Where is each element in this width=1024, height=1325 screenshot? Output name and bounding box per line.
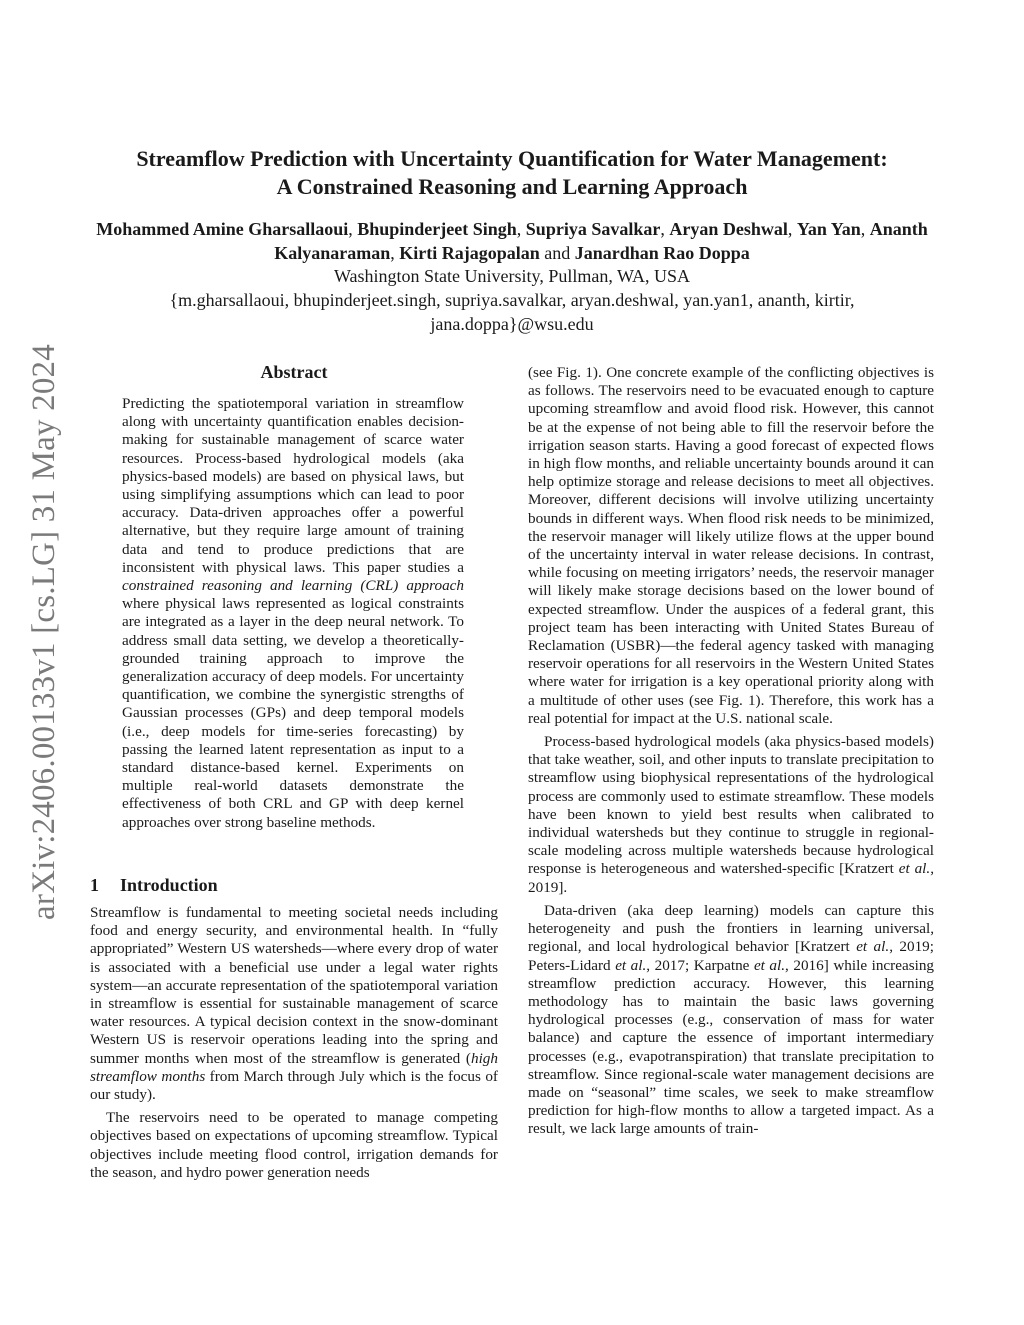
author-list: Mohammed Amine Gharsallaoui, Bhupinderjeet Singh, Supriya Savalkar, Aryan Deshwal, Yan Yan, Ananth Kalyanaraman, Kirti Rajagopalan and Janardhan Rao Doppa: [96, 219, 928, 263]
paper-title: [90, 145, 934, 201]
abstract-body: [122, 395, 464, 832]
author: Bhupinderjeet Singh: [357, 219, 517, 239]
title-line-1: Streamflow Prediction with Uncertainty Quantification for Water Management:: [136, 146, 888, 171]
introduction-body: [90, 904, 498, 1182]
section-title: Introduction: [120, 875, 218, 895]
author: Supriya Savalkar: [525, 219, 661, 239]
author: Aryan Deshwal: [669, 219, 788, 239]
affiliation: Washington State University, Pullman, WA, USA: [333, 266, 691, 286]
abstract-heading: Abstract: [260, 362, 328, 382]
section-number: 1: [90, 875, 99, 895]
author: Janardhan Rao Doppa: [574, 243, 750, 263]
and-word: and: [544, 243, 571, 263]
author: Ananth Kalyanaraman: [274, 219, 928, 263]
intro-paragraph-1: Streamflow is fundamental to meeting societal needs including food and energy security, and environmental health. In “fully appropriated” Western US watersheds—where every drop of water is associated with a beneficial use under a legal water rights system—an accurate representation of the spatiotemporal variation in streamflow is essential for sustainable management of scarce water resources. A typical decision context in the snow-dominant Western US is reservoir operations leading into the spring and summer months when most of the streamflow is generated (high streamflow months from March through July which is the focus of our study).: [90, 904, 498, 1104]
arxiv-stamp: arXiv:2406.00133v1 [cs.LG] 31 May 2024: [26, 344, 62, 920]
author: Mohammed Amine Gharsallaoui: [96, 219, 349, 239]
abstract-paragraph: Predicting the spatiotemporal variation in streamflow along with uncertainty quantification enables decision-making for sustainable management of scarce water resources. Process-based hydrological models (aka physics-based models) are based on physical laws, but using simplifying assumptions which can lead to poor accuracy. Data-driven approaches offer a powerful alternative, but they require large amount of training data and tend to produce predictions that are inconsistent with physical laws. This paper studies a constrained reasoning and learning (CRL) approach where physical laws represented as logical constraints are integrated as a layer in the deep neural network. To address small data setting, we develop a theoretically-grounded training approach to improve the generalization accuracy of deep models. For uncertainty quantification, we combine the synergistic strengths of Gaussian processes (GPs) and deep temporal models (i.e., deep models for time-series forecasting) by passing the learned latent representation as input to a standard distance-based kernel. Experiments on multiple real-world datasets demonstrate the effectiveness of both CRL and GP with deep kernel approaches over strong baseline methods.: [122, 395, 464, 831]
right-paragraph-1: (see Fig. 1). One concrete example of the conflicting objectives is as follows. The reservoirs need to be evacuated enough to capture upcoming streamflow and avoid flood risk. However, this cannot be at the expense of not being able to fill the reservoir before the irrigation season starts. Having a good forecast of expected flows in high flow months, and reliable uncertainty bounds around it can help optimize storage and release decisions to meet all objectives. Moreover, different decisions will involve utilizing uncertainty bounds in different ways. When flood risk needs to be minimized, the reservoir manager will likely utilize flows at the upper bound of the uncertainty interval in water release decisions. In contrast, while focusing on meeting irrigators’ needs, the reservoir manager will likely make storage decisions based on the lower bound of expected streamflow. Under the auspices of a federal grant, this project team has been interacting with United States Bureau of Reclamation (USBR)—the federal agency tasked with managing reservoir operations for all reservoirs in the Western United States where water for irrigation is a key operational priority along with a multitude of other uses (see Fig. 1). Therefore, this work has a real potential for impact at the U.S. national scale.: [528, 364, 934, 727]
right-paragraph-3: Data-driven (aka deep learning) models can capture this heterogeneity and push the frontiers in learning universal, regional, and local hydrological behavior [Kratzert et al., 2019; Peters-Lidard et al., 2017; Karpatne et al., 2016] while increasing streamflow prediction accuracy. However, this learning methodology has to maintain the basic laws governing hydrological processes (e.g., conservation of mass for water balance) and capture the essence of important intermediary processes (e.g., evapotranspiration) that translate precipitation to streamflow. Since regional-scale water management decisions are made on “seasonal” time scales, we seek to make streamflow prediction for high-flow months to allow a targeted impact. As a result, we lack large amounts of train-: [528, 901, 935, 1138]
intro-paragraph-2: The reservoirs need to be operated to manage competing objectives based on expectations of upcoming streamflow. Typical objectives include meeting flood control, irrigation demands for the season, and hydro power generation needs: [90, 1109, 498, 1181]
author-emails: {m.gharsallaoui, bhupinderjeet.singh, supriya.savalkar, aryan.deshwal, yan.yan1, ananth, kirtir, jana.doppa}@wsu.edu: [169, 290, 855, 334]
right-column: [528, 364, 934, 1139]
author: Kirti Rajagopalan: [399, 243, 540, 263]
author: Yan Yan: [796, 219, 861, 239]
section-heading-introduction: [90, 874, 498, 896]
title-line-2: A Constrained Reasoning and Learning Approach: [276, 174, 748, 199]
right-paragraph-2: Process-based hydrological models (aka physics-based models) that take weather, soil, and other inputs to translate precipitation to streamflow using biophysical representations of the hydrological process are commonly used to estimate streamflow. These models have been known to yield best results when calibrated to individual watersheds but they continue to struggle in regional-scale modeling across multiple watersheds because hydrological response is heterogeneous and watershed-specific [Kratzert et al., 2019].: [528, 733, 934, 896]
